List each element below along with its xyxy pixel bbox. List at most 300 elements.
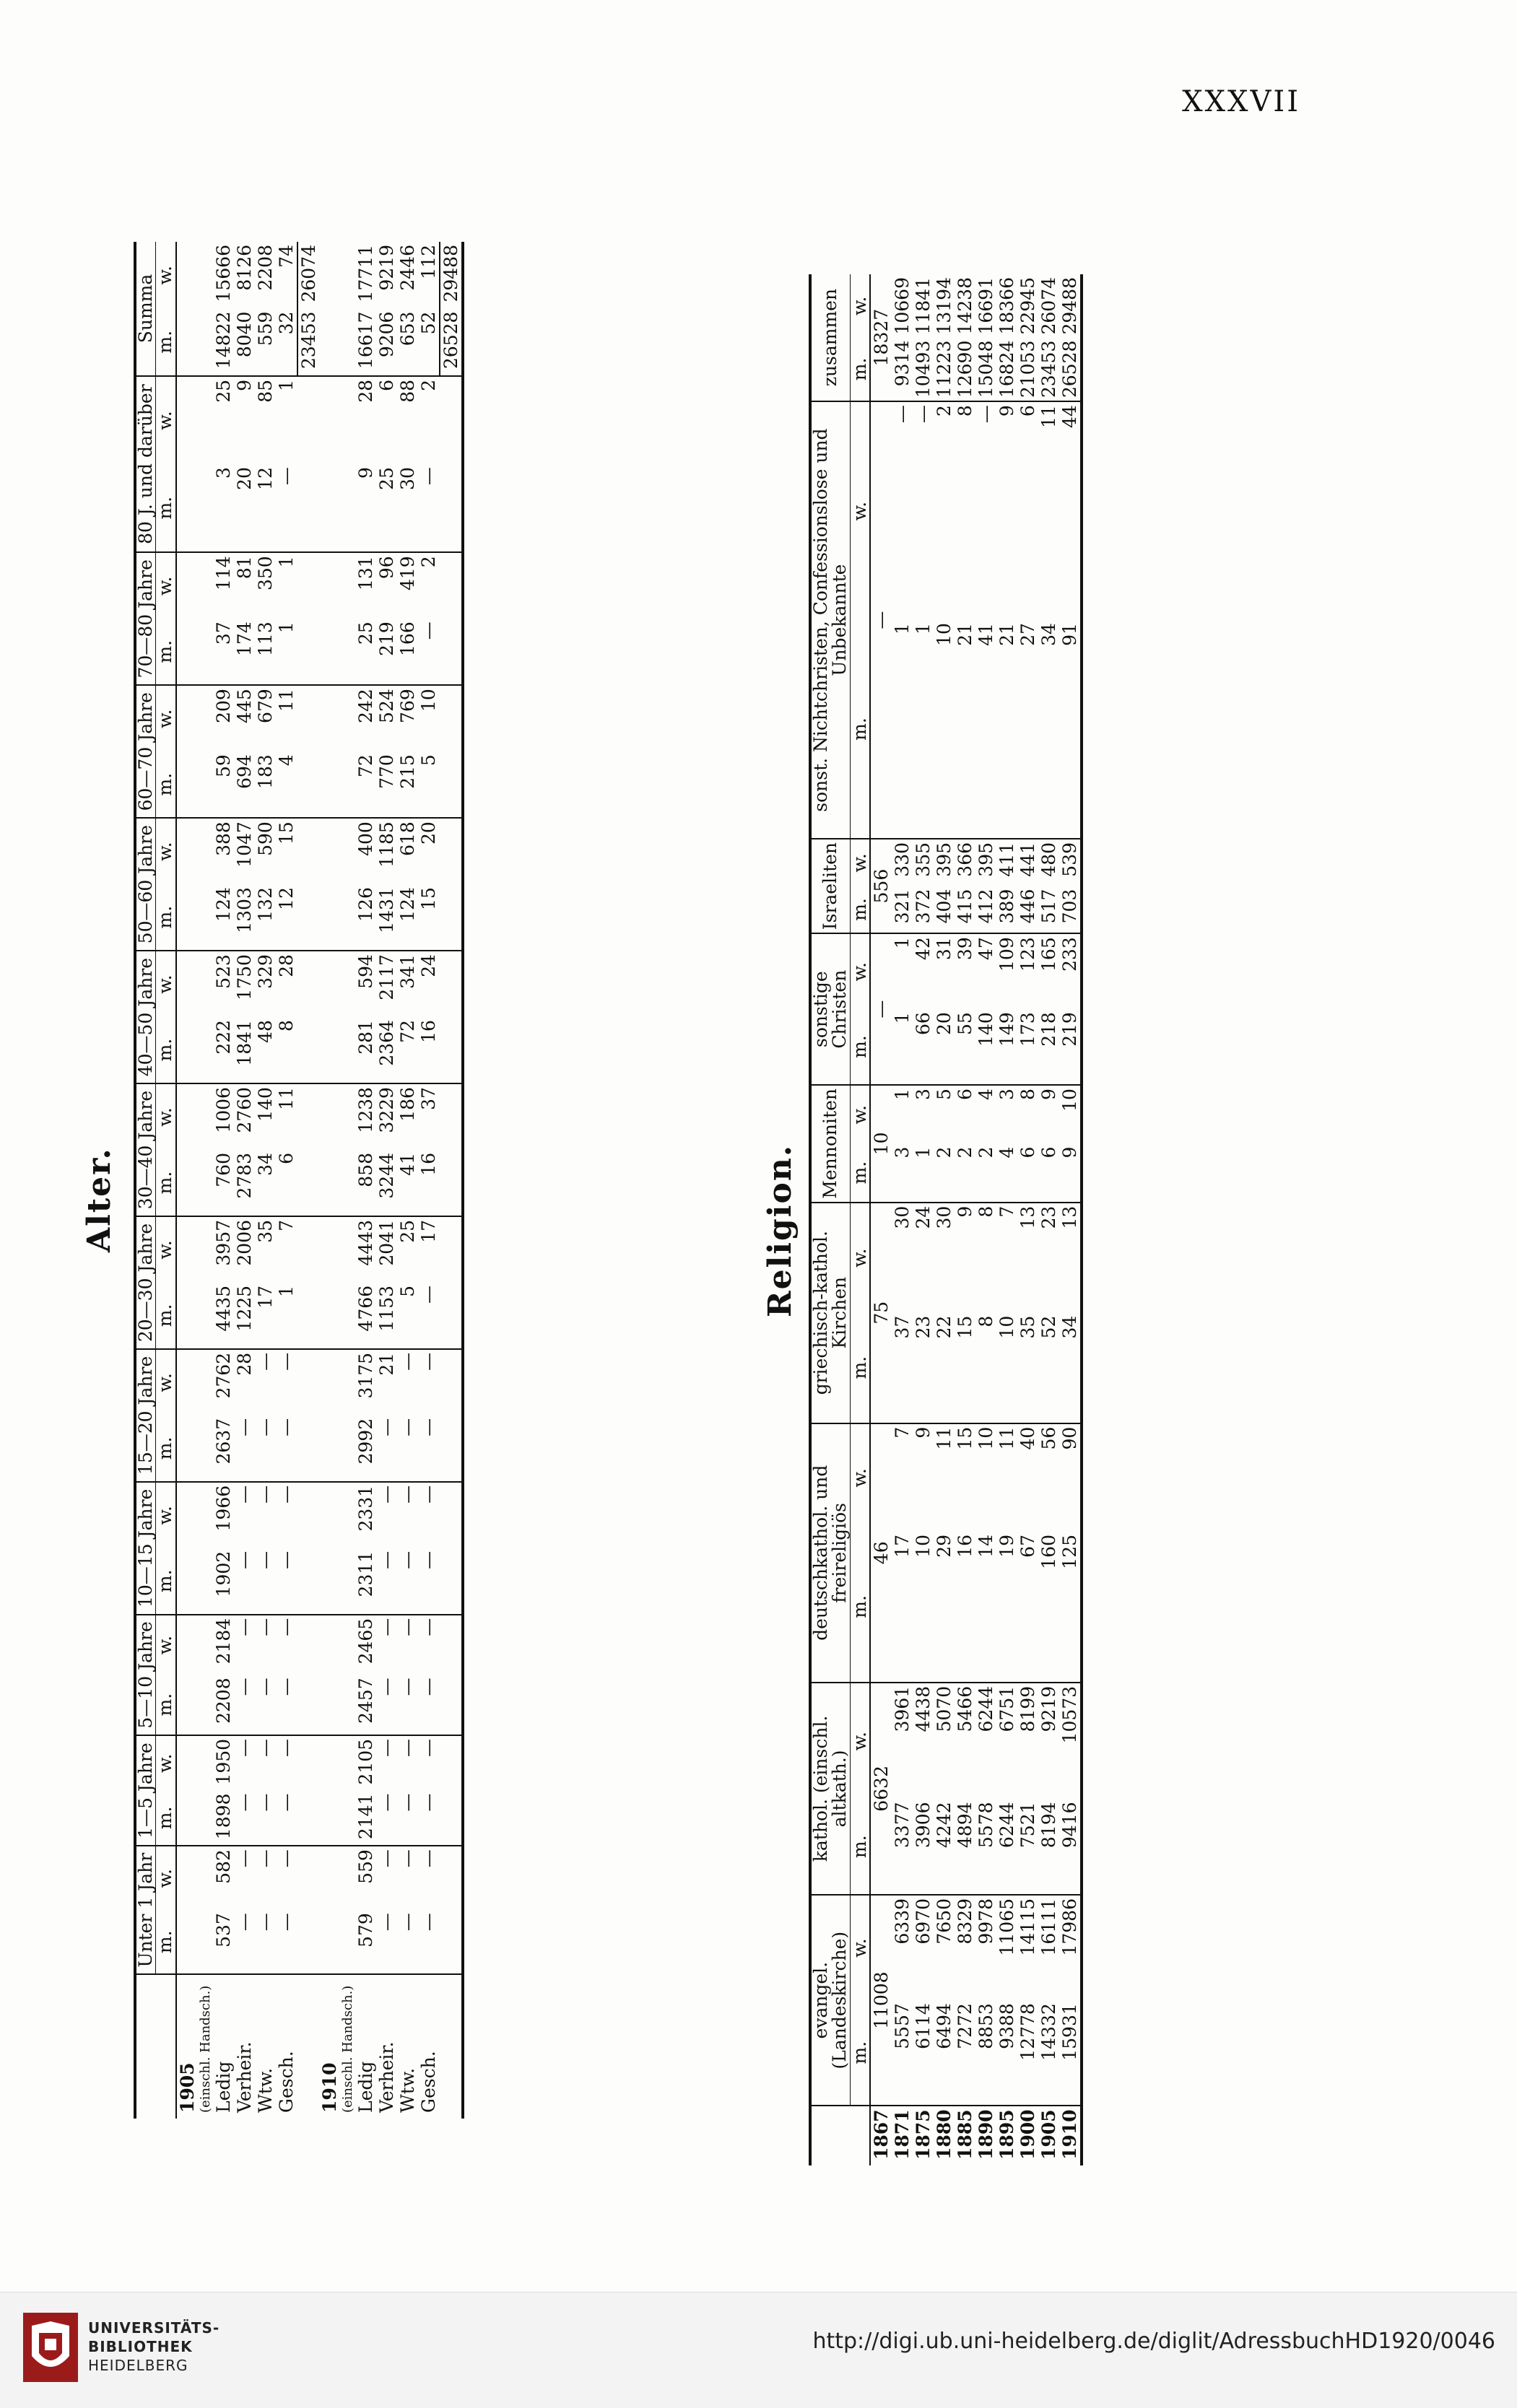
alter-empty-cell — [319, 1283, 340, 1349]
alter-empty-cell — [440, 884, 463, 951]
religion-col-group: Israeliten — [810, 839, 850, 933]
religion-cell: 23 — [913, 1313, 934, 1423]
alter-cell: 4766 — [355, 1283, 376, 1349]
alter-empty-cell — [176, 1083, 198, 1150]
alter-empty-cell — [198, 1349, 213, 1415]
alter-cell: — — [234, 1675, 255, 1735]
alter-cell: — — [254, 1849, 276, 1868]
alter-row-label: Wtw. — [396, 2067, 418, 2113]
religion-cell: 29 — [934, 1532, 955, 1683]
alter-col-group: Unter 1 Jahr — [135, 1846, 156, 1974]
alter-empty-cell — [340, 1735, 355, 1791]
alter-empty-cell — [297, 1083, 319, 1150]
alter-empty-cell — [176, 751, 198, 818]
religion-cell: 24 — [912, 1205, 934, 1229]
religion-sub-w: w. — [850, 839, 870, 886]
alter-empty-cell — [297, 1548, 319, 1615]
alter-empty-cell — [297, 464, 319, 552]
alter-cell: 4435 — [213, 1283, 234, 1349]
alter-cell: 126 — [355, 884, 376, 951]
religion-1867-cell: — — [870, 401, 892, 839]
alter-empty-cell — [440, 1017, 463, 1083]
alter-cell: 524 — [375, 689, 397, 723]
religion-data-row — [996, 274, 1017, 2165]
alter-empty-cell — [340, 1615, 355, 1675]
religion-cell: 441 — [1017, 842, 1038, 877]
religion-cell: 16824 — [996, 338, 1017, 402]
alter-cell: 20 — [418, 821, 439, 845]
religion-year: 1871 — [891, 2109, 913, 2160]
alter-cell: 15 — [276, 821, 297, 845]
religion-cell: 22945 — [1017, 277, 1038, 335]
alter-cell: — — [418, 1352, 439, 1371]
alter-cell: — — [233, 1849, 255, 1868]
alter-empty-cell — [176, 1910, 198, 1974]
alter-empty-cell — [440, 685, 463, 751]
alter-empty-cell — [176, 1846, 198, 1910]
alter-cell: 174 — [234, 619, 255, 685]
religion-cell: 160 — [1038, 1532, 1059, 1683]
religion-cell: 17986 — [1059, 1898, 1080, 1956]
religion-cell: 16111 — [1038, 1898, 1059, 1956]
religion-1867-cell: 75 — [870, 1203, 892, 1423]
religion-year: 1880 — [933, 2109, 955, 2160]
alter-year-row — [319, 242, 340, 2119]
religion-1867-cell: 18327 — [870, 274, 892, 401]
religion-cell: 3 — [996, 1089, 1017, 1100]
alter-sub-w: w. — [156, 1083, 176, 1150]
alter-cell: 3 — [213, 464, 234, 552]
religion-cell: 3906 — [913, 1799, 934, 1895]
alter-empty-cell — [198, 464, 213, 552]
alter-col-group: 20—30 Jahre — [135, 1216, 156, 1349]
alter-empty-cell — [440, 1216, 463, 1283]
alter-sub-w: w. — [156, 685, 176, 751]
religion-col-group: Mennoniten — [810, 1085, 850, 1203]
religion-cell: 15 — [955, 1313, 975, 1423]
alter-empty-cell — [198, 1675, 213, 1735]
alter-cell: — — [396, 1849, 418, 1868]
alter-empty-cell — [176, 1675, 198, 1735]
alter-total-row — [440, 242, 463, 2119]
alter-cell: 11 — [276, 1087, 297, 1110]
alter-cell: — — [234, 1791, 255, 1846]
religion-cell: — — [912, 405, 934, 424]
religion-cell: 2 — [933, 405, 955, 417]
religion-col-group: deutschkathol. und freireligiös — [810, 1423, 850, 1683]
religion-cell: 15048 — [975, 338, 996, 402]
alter-empty-cell — [319, 1735, 340, 1791]
alter-cell: — — [254, 1738, 276, 1757]
religion-sub-m: m. — [850, 2000, 870, 2106]
alter-cell: 41 — [397, 1150, 418, 1216]
alter-table-container — [134, 242, 464, 2119]
religion-cell: 10 — [1059, 1089, 1080, 1112]
alter-cell: 1966 — [212, 1485, 234, 1532]
alter-empty-cell — [340, 1216, 355, 1283]
alter-empty-cell — [176, 309, 198, 376]
alter-empty-cell — [198, 1846, 213, 1910]
religion-sub-w: w. — [850, 1085, 870, 1144]
alter-cell: 74 — [275, 245, 297, 268]
religion-data-row — [892, 274, 913, 2165]
religion-cell: 31 — [933, 937, 955, 961]
alter-cell: 1841 — [234, 1017, 255, 1083]
alter-empty-cell — [176, 464, 198, 552]
alter-cell: — — [375, 1618, 397, 1636]
alter-cell: 25 — [376, 464, 397, 552]
religion-cell: 4 — [975, 1089, 996, 1100]
religion-cell: 66 — [913, 1009, 934, 1085]
alter-cell: 112 — [417, 245, 439, 279]
university-line-3: HEIDELBERG — [88, 2357, 188, 2374]
alter-empty-cell — [340, 751, 355, 818]
religion-cell: 1 — [891, 937, 913, 949]
alter-cell: — — [396, 1618, 418, 1636]
religion-cell: 4 — [996, 1144, 1017, 1203]
alter-cell: 523 — [212, 954, 234, 989]
religion-cell: 14115 — [1017, 1898, 1038, 1956]
alter-cell: — — [418, 1283, 440, 1349]
alter-empty-cell — [198, 1910, 213, 1974]
alter-cell: — — [276, 1910, 297, 1974]
alter-empty-cell — [319, 376, 340, 464]
alter-cell: 2141 — [355, 1791, 376, 1846]
religion-cell: 5578 — [975, 1799, 996, 1895]
alter-cell: 11 — [276, 689, 297, 712]
religion-cell: 149 — [996, 1009, 1017, 1085]
alter-empty-cell — [319, 1150, 340, 1216]
alter-empty-cell — [319, 464, 340, 552]
religion-cell: 6244 — [975, 1685, 996, 1732]
alter-cell: 1950 — [212, 1738, 234, 1785]
alter-empty-cell — [440, 818, 463, 884]
religion-cell: 411 — [996, 842, 1017, 877]
alter-cell: 2457 — [355, 1675, 376, 1735]
alter-cell: 52 — [418, 309, 440, 376]
alter-empty-cell — [198, 1482, 213, 1548]
alter-cell: 186 — [396, 1087, 418, 1122]
religion-cell: 9 — [996, 405, 1017, 417]
religion-1867-cell: 556 — [870, 839, 892, 933]
alter-cell: 2783 — [234, 1150, 255, 1216]
religion-section-title: Religion. — [762, 1143, 799, 1317]
religion-sub-w: w. — [850, 1423, 870, 1532]
religion-cell: 123 — [1017, 937, 1038, 972]
alter-cell: 215 — [397, 751, 418, 818]
alter-empty-cell — [297, 1735, 319, 1791]
alter-col-group: 15—20 Jahre — [135, 1349, 156, 1482]
religion-1867-cell: 46 — [870, 1423, 892, 1683]
religion-cell: 233 — [1059, 937, 1080, 972]
alter-cell: — — [375, 1485, 397, 1504]
alter-empty-cell — [319, 619, 340, 685]
religion-cell: 412 — [975, 886, 996, 934]
alter-cell: — — [397, 1791, 418, 1846]
religion-cell: 9388 — [996, 2000, 1017, 2106]
religion-cell: 10493 — [913, 338, 934, 402]
alter-empty-cell — [340, 1910, 355, 1974]
alter-cell: — — [233, 1618, 255, 1636]
alter-empty-cell — [440, 1910, 463, 1974]
religion-cell: 9416 — [1059, 1799, 1082, 1895]
alter-cell: 388 — [212, 821, 234, 856]
religion-cell: 7521 — [1017, 1799, 1038, 1895]
alter-cell: 1 — [276, 379, 297, 391]
alter-data-row — [234, 242, 255, 2119]
alter-empty-cell — [440, 1150, 463, 1216]
religion-cell: 173 — [1017, 1009, 1038, 1085]
alter-empty-cell — [340, 884, 355, 951]
religion-data-row — [1038, 274, 1059, 2165]
source-url-link[interactable]: http://digi.ub.uni-heidelberg.de/diglit/AdressbuchHD1920/0046 — [812, 2329, 1495, 2354]
religion-cell: 15931 — [1059, 2000, 1082, 2106]
religion-cell: 10669 — [891, 277, 913, 335]
alter-cell: — — [255, 1675, 276, 1735]
religion-cell: 9 — [912, 1426, 934, 1439]
alter-cell: 1750 — [233, 954, 255, 1000]
alter-cell: 28 — [355, 379, 376, 403]
alter-cell: — — [254, 1352, 276, 1371]
alter-empty-cell — [340, 1548, 355, 1615]
alter-col-group: 30—40 Jahre — [135, 1083, 156, 1216]
alter-cell: 15 — [418, 884, 440, 951]
alter-sub-m: m. — [156, 1675, 176, 1735]
alter-cell: 28 — [233, 1352, 255, 1376]
religion-sub-m: m. — [850, 338, 870, 402]
religion-cell: 6 — [1017, 405, 1038, 417]
alter-empty-cell — [176, 1735, 198, 1791]
alter-empty-cell — [176, 1548, 198, 1615]
alter-cell: 694 — [234, 751, 255, 818]
religion-cell: 7272 — [955, 2000, 975, 2106]
alter-cell: 17711 — [355, 245, 376, 302]
religion-cell: 218 — [1038, 1009, 1059, 1085]
alter-empty-cell — [198, 1791, 213, 1846]
alter-sub-w: w. — [156, 951, 176, 1017]
alter-cell: 14822 — [213, 309, 234, 376]
alter-cell: 124 — [397, 884, 418, 951]
alter-cell: — — [418, 1675, 440, 1735]
alter-empty-cell — [198, 1283, 213, 1349]
religion-sub-w: w. — [850, 1683, 870, 1800]
alter-cell: 3957 — [212, 1219, 234, 1266]
alter-empty-cell — [176, 884, 198, 951]
alter-empty-cell — [440, 1974, 463, 2119]
alter-cell: 2762 — [212, 1352, 234, 1399]
alter-cell: — — [276, 1849, 297, 1868]
page-number: XXXVII — [1182, 85, 1300, 118]
religion-cell: 11223 — [934, 338, 955, 402]
university-line-1: UNIVERSITÄTS- — [88, 2319, 220, 2337]
alter-cell: 559 — [355, 1849, 376, 1884]
religion-cell: 41 — [975, 620, 996, 839]
religion-year: 1867 — [870, 2109, 892, 2160]
religion-cell: 10 — [996, 1313, 1017, 1423]
alter-cell: 37 — [213, 619, 234, 685]
alter-empty-cell — [319, 309, 340, 376]
alter-cell: 2184 — [212, 1618, 234, 1665]
alter-section-title: Alter. — [81, 1147, 118, 1252]
alter-cell: 653 — [397, 309, 418, 376]
alter-sub-m: m. — [156, 1017, 176, 1083]
alter-header-blank — [135, 1974, 176, 2119]
alter-empty-cell — [440, 619, 463, 685]
alter-cell: — — [376, 1910, 397, 1974]
alter-cell: 4443 — [355, 1219, 376, 1266]
alter-cell: — — [418, 1548, 440, 1615]
alter-cell: 2208 — [254, 245, 276, 291]
alter-col-group: 70—80 Jahre — [135, 552, 156, 685]
alter-empty-cell — [198, 951, 213, 1017]
alter-empty-cell — [297, 1216, 319, 1283]
alter-cell: 81 — [233, 556, 255, 580]
religion-cell: 13194 — [933, 277, 955, 335]
alter-cell: — — [254, 1485, 276, 1504]
alter-cell: 400 — [355, 821, 376, 856]
religion-cell: 34 — [1059, 1313, 1082, 1423]
alter-cell: 2117 — [375, 954, 397, 1000]
alter-cell: 2992 — [355, 1415, 376, 1482]
religion-header-row — [810, 274, 850, 2165]
religion-cell: 44 — [1059, 405, 1080, 428]
alter-empty-cell — [297, 818, 319, 884]
religion-cell: 480 — [1038, 842, 1059, 877]
religion-year: 1875 — [912, 2109, 934, 2160]
alter-cell: 3244 — [376, 1150, 397, 1216]
alter-cell: 281 — [355, 1017, 376, 1083]
alter-cell: 8 — [276, 1017, 297, 1083]
alter-cell: 2208 — [213, 1675, 234, 1735]
religion-cell: 3 — [912, 1089, 934, 1100]
religion-year: 1900 — [1017, 2109, 1038, 2160]
alter-cell: 2465 — [355, 1618, 376, 1665]
alter-cell: — — [276, 1618, 297, 1636]
religion-cell: 11841 — [912, 277, 934, 335]
religion-cell: 389 — [996, 886, 1017, 934]
alter-sub-m: m. — [156, 1415, 176, 1482]
religion-cell: 13 — [1059, 1205, 1080, 1229]
religion-sub-m: m. — [850, 886, 870, 934]
religion-cell: 4894 — [955, 1799, 975, 1895]
alter-empty-cell — [440, 1615, 463, 1675]
alter-sub-w: w. — [156, 1349, 176, 1415]
alter-cell: 25 — [212, 379, 234, 403]
religion-sub-m: m. — [850, 1144, 870, 1203]
religion-cell: 8199 — [1017, 1685, 1038, 1732]
alter-row-label: Ledig — [212, 2061, 234, 2113]
alter-empty-cell — [297, 552, 319, 619]
religion-header-blank — [810, 2106, 870, 2165]
alter-cell: — — [397, 1910, 418, 1974]
religion-cell: 21 — [996, 620, 1017, 839]
alter-cell: — — [276, 1675, 297, 1735]
alter-empty-cell — [319, 751, 340, 818]
alter-empty-cell — [440, 1735, 463, 1791]
alter-empty-cell — [176, 1482, 198, 1548]
alter-cell: 2006 — [233, 1219, 255, 1266]
religion-row-1867 — [870, 274, 892, 2165]
alter-cell: — — [397, 1415, 418, 1482]
alter-empty-cell — [198, 1615, 213, 1675]
alter-empty-cell — [176, 1216, 198, 1283]
alter-empty-cell — [319, 1615, 340, 1675]
religion-cell: 125 — [1059, 1532, 1082, 1683]
religion-cell: 321 — [892, 886, 913, 934]
alter-empty-cell — [319, 884, 340, 951]
religion-cell: 366 — [954, 842, 975, 877]
alter-empty-cell — [319, 1548, 340, 1615]
alter-cell: 2 — [418, 556, 439, 568]
religion-table-container — [809, 274, 1083, 2165]
alter-cell: 34 — [255, 1150, 276, 1216]
alter-sub-w: w. — [156, 1615, 176, 1675]
religion-cell: 21 — [955, 620, 975, 839]
alter-cell: 2364 — [376, 1017, 397, 1083]
religion-cell: 42 — [912, 937, 934, 961]
alter-total-row — [297, 242, 319, 2119]
religion-cell: 20 — [934, 1009, 955, 1085]
religion-cell: 1 — [891, 1089, 913, 1100]
alter-cell: 25 — [396, 1219, 418, 1243]
religion-cell: 6339 — [891, 1898, 913, 1945]
alter-empty-cell — [297, 1974, 319, 2119]
religion-cell: 1 — [892, 620, 913, 839]
alter-cell: 37 — [418, 1087, 439, 1110]
religion-data-row — [1059, 274, 1082, 2165]
alter-cell: 579 — [355, 1910, 376, 1974]
religion-cell: 8 — [975, 1313, 996, 1423]
alter-data-row — [397, 242, 418, 2119]
alter-cell: 24 — [418, 954, 439, 977]
alter-empty-cell — [198, 552, 213, 619]
alter-empty-cell — [340, 1482, 355, 1548]
religion-cell: 6244 — [996, 1799, 1017, 1895]
alter-empty-cell — [297, 1675, 319, 1735]
alter-sub-m: m. — [156, 1283, 176, 1349]
religion-cell: 9 — [954, 1205, 975, 1218]
alter-cell: 131 — [355, 556, 376, 591]
alter-note-row — [198, 242, 213, 2119]
alter-empty-cell — [319, 1791, 340, 1846]
alter-cell: 2105 — [355, 1738, 376, 1785]
religion-cell: 8 — [954, 405, 975, 417]
religion-cell: 703 — [1059, 886, 1082, 934]
religion-year: 1905 — [1038, 2109, 1059, 2160]
religion-cell: 5466 — [954, 1685, 975, 1732]
religion-cell: 21053 — [1017, 338, 1038, 402]
alter-cell: — — [418, 464, 440, 552]
alter-cell: 72 — [355, 751, 376, 818]
religion-data-row — [1017, 274, 1038, 2165]
alter-empty-cell — [198, 309, 213, 376]
religion-cell: 6 — [954, 1089, 975, 1100]
alter-row-label: Gesch. — [418, 2051, 439, 2113]
alter-empty-cell — [198, 376, 213, 464]
religion-sub-w: w. — [850, 401, 870, 620]
religion-cell: 91 — [1059, 620, 1082, 839]
alter-empty-cell — [198, 1083, 213, 1150]
alter-col-group: 50—60 Jahre — [135, 818, 156, 951]
alter-cell: 1238 — [355, 1087, 376, 1133]
alter-sub-w: w. — [156, 1846, 176, 1910]
alter-note-row — [340, 242, 355, 2119]
religion-cell: 9 — [1038, 1089, 1059, 1100]
religion-data-row — [955, 274, 975, 2165]
religion-cell: 56 — [1038, 1426, 1059, 1450]
alter-empty-cell — [198, 884, 213, 951]
alter-cell: — — [276, 1415, 297, 1482]
